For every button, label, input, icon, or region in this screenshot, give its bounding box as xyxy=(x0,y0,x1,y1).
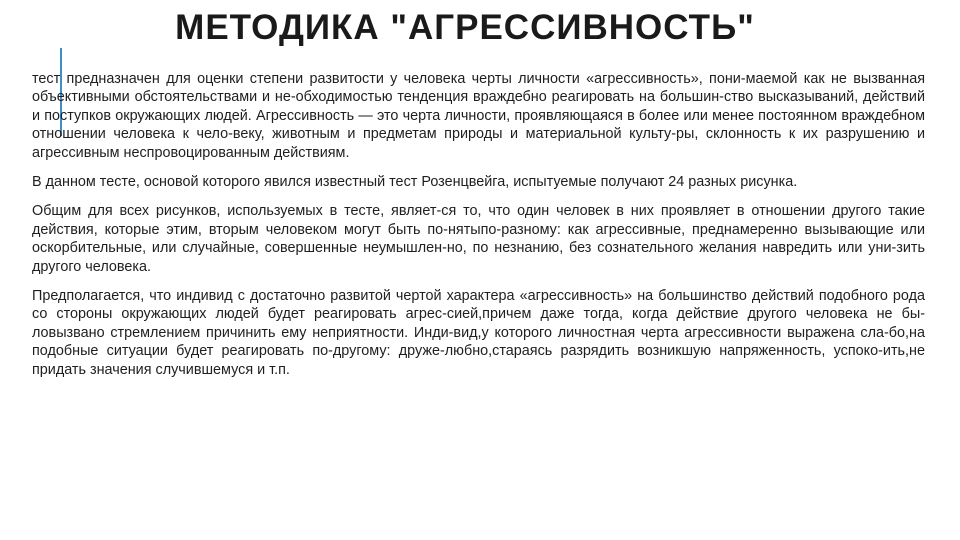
paragraph-intro: тест предназначен для оценки степени развитости у человека черты личности «агрессивность», пони-маемой как не вызванная объективными обстоятельствами и не-обходимостью тенденция враждебно реагировать на большин-ство высказываний, действий и поступков окружающих людей. Агрессивность — это черта личности, проявляющаяся в более или менее постоянном враждебном отношении человека к чело-веку, животным и предметам природы и материальной культу-ры, склонность к их разрушению и агрессивным неспровоцированным действиям. xyxy=(32,71,925,161)
paragraph-test-basis: В данном тесте, основой которого явился известный тест Розенцвейга, испытуемые получают 24 разных рисунка. xyxy=(32,174,798,191)
paragraph-pictures-common: Общим для всех рисунков, используемых в тесте, являет-ся то, что один человек в них проявляет в отношении другого такие действия, которые этим, вторым человеком могут быть по-нятыпо-разному: как агрессивные, преднамеренно вызывающие или оскорбительные, или случайные, совершенные неумышлен-но, по незнанию, без сознательного желания навредить или уни-зить другого человека. xyxy=(32,203,925,275)
slide-title: МЕТОДИКА "АГРЕССИВНОСТЬ" xyxy=(175,8,755,47)
paragraph-assumption: Предполагается, что индивид с достаточно развитой чертой характера «агрессивность» на большинство действий подобного рода со стороны окружающих людей будет реагировать агрес-сией,причем даже тогда, когда действие другого человека не бы-ловызвано стремлением причинить ему неприятности. Инди-вид,у которого личностная черта агрессивности выражена сла-бо,на подобные ситуации будет реагировать по-другому: друже-любно,стараясь разрядить возникшую напряженность, успоко-ить,не придать значения случившемуся и т.п. xyxy=(32,288,925,378)
slide-body xyxy=(32,70,925,390)
